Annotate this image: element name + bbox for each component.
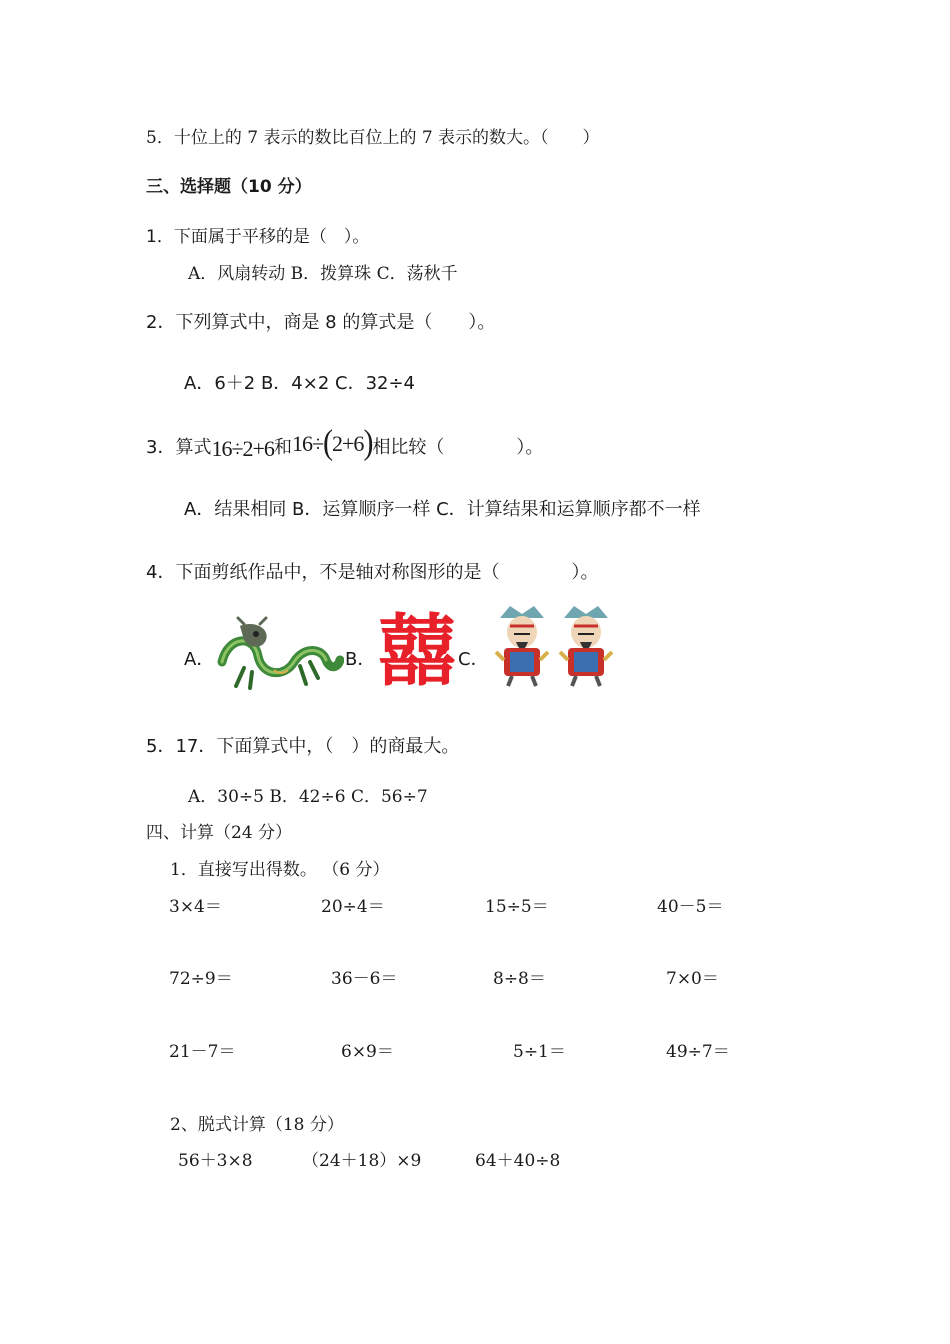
- oral-calc-r3-c1: 21－7＝: [169, 1042, 236, 1062]
- judge-question-5: 5．十位上的 7 表示的数比百位上的 7 表示的数大。（ ）: [146, 128, 600, 148]
- choice-q3-options: A．结果相同 B．运算顺序一样 C．计算结果和运算顺序都不一样: [184, 499, 701, 520]
- q3-paren-close: ): [363, 423, 373, 462]
- opera-figure-right: [560, 606, 612, 686]
- q3-expression-a: 16÷2+6: [211, 436, 274, 461]
- oral-calc-r1-c2: 20÷4＝: [321, 897, 385, 917]
- opera-figures-papercut: [490, 604, 620, 688]
- calc-part1-title: 1．直接写出得数。 （6 分）: [170, 860, 390, 880]
- section-heading-calc: 四、计算（24 分）: [146, 823, 293, 843]
- stepwise-calc-3: 64＋40÷8: [475, 1151, 561, 1171]
- q3-paren-open: (: [323, 423, 333, 462]
- choice-q2-stem: 2．下列算式中，商是 8 的算式是（ ）。: [146, 312, 496, 333]
- oral-calc-r3-c2: 6×9＝: [341, 1042, 394, 1062]
- calc-part2-title: 2、脱式计算（18 分）: [170, 1115, 344, 1135]
- q3-prefix: 3．算式: [146, 437, 212, 458]
- oral-calc-r1-c1: 3×4＝: [169, 897, 222, 917]
- q4-label-a: A．: [184, 649, 215, 670]
- stepwise-calc-2: （24＋18）×9: [302, 1151, 422, 1171]
- oral-calc-r2-c3: 8÷8＝: [493, 969, 546, 989]
- oral-calc-r2-c4: 7×0＝: [666, 969, 719, 989]
- oral-calc-r3-c3: 5÷1＝: [513, 1042, 566, 1062]
- oral-calc-r2-c2: 36－6＝: [331, 969, 398, 989]
- double-happiness-papercut: 囍: [377, 607, 456, 697]
- q3-connector: 和: [273, 437, 292, 458]
- oral-calc-r1-c4: 40－5＝: [657, 897, 724, 917]
- section-heading-choice: 三、选择题（10 分）: [146, 177, 312, 197]
- choice-q5-stem: 5．17．下面算式中，（ ）的商最大。: [146, 736, 460, 757]
- dragon-papercut-image: [214, 616, 344, 690]
- oral-calc-r1-c3: 15÷5＝: [485, 897, 549, 917]
- choice-q4-stem: 4．下面剪纸作品中，不是轴对称图形的是（ ）。: [146, 562, 599, 583]
- oral-calc-r2-c1: 72÷9＝: [169, 969, 233, 989]
- stepwise-calc-1: 56＋3×8: [178, 1151, 253, 1171]
- q4-label-b: B．: [345, 649, 376, 670]
- opera-figure-left: [496, 606, 548, 686]
- q3-expr-b-inner: 2+6: [332, 431, 364, 456]
- choice-q1-stem: 1．下面属于平移的是（ ）。: [146, 227, 370, 247]
- choice-q1-options: A．风扇转动 B．拨算珠 C．荡秋千: [188, 264, 458, 284]
- choice-q5-options: A．30÷5 B．42÷6 C．56÷7: [188, 787, 428, 807]
- q3-suffix: 相比较（ ）。: [372, 437, 544, 458]
- choice-q3-stem: [146, 423, 544, 464]
- q4-label-c: C．: [458, 649, 489, 670]
- choice-q2-options: A．6＋2 B．4×2 C．32÷4: [184, 373, 416, 394]
- q3-expr-b-left: 16÷: [291, 431, 324, 456]
- oral-calc-r3-c4: 49÷7＝: [666, 1042, 730, 1062]
- q3-expression-b: [291, 423, 373, 462]
